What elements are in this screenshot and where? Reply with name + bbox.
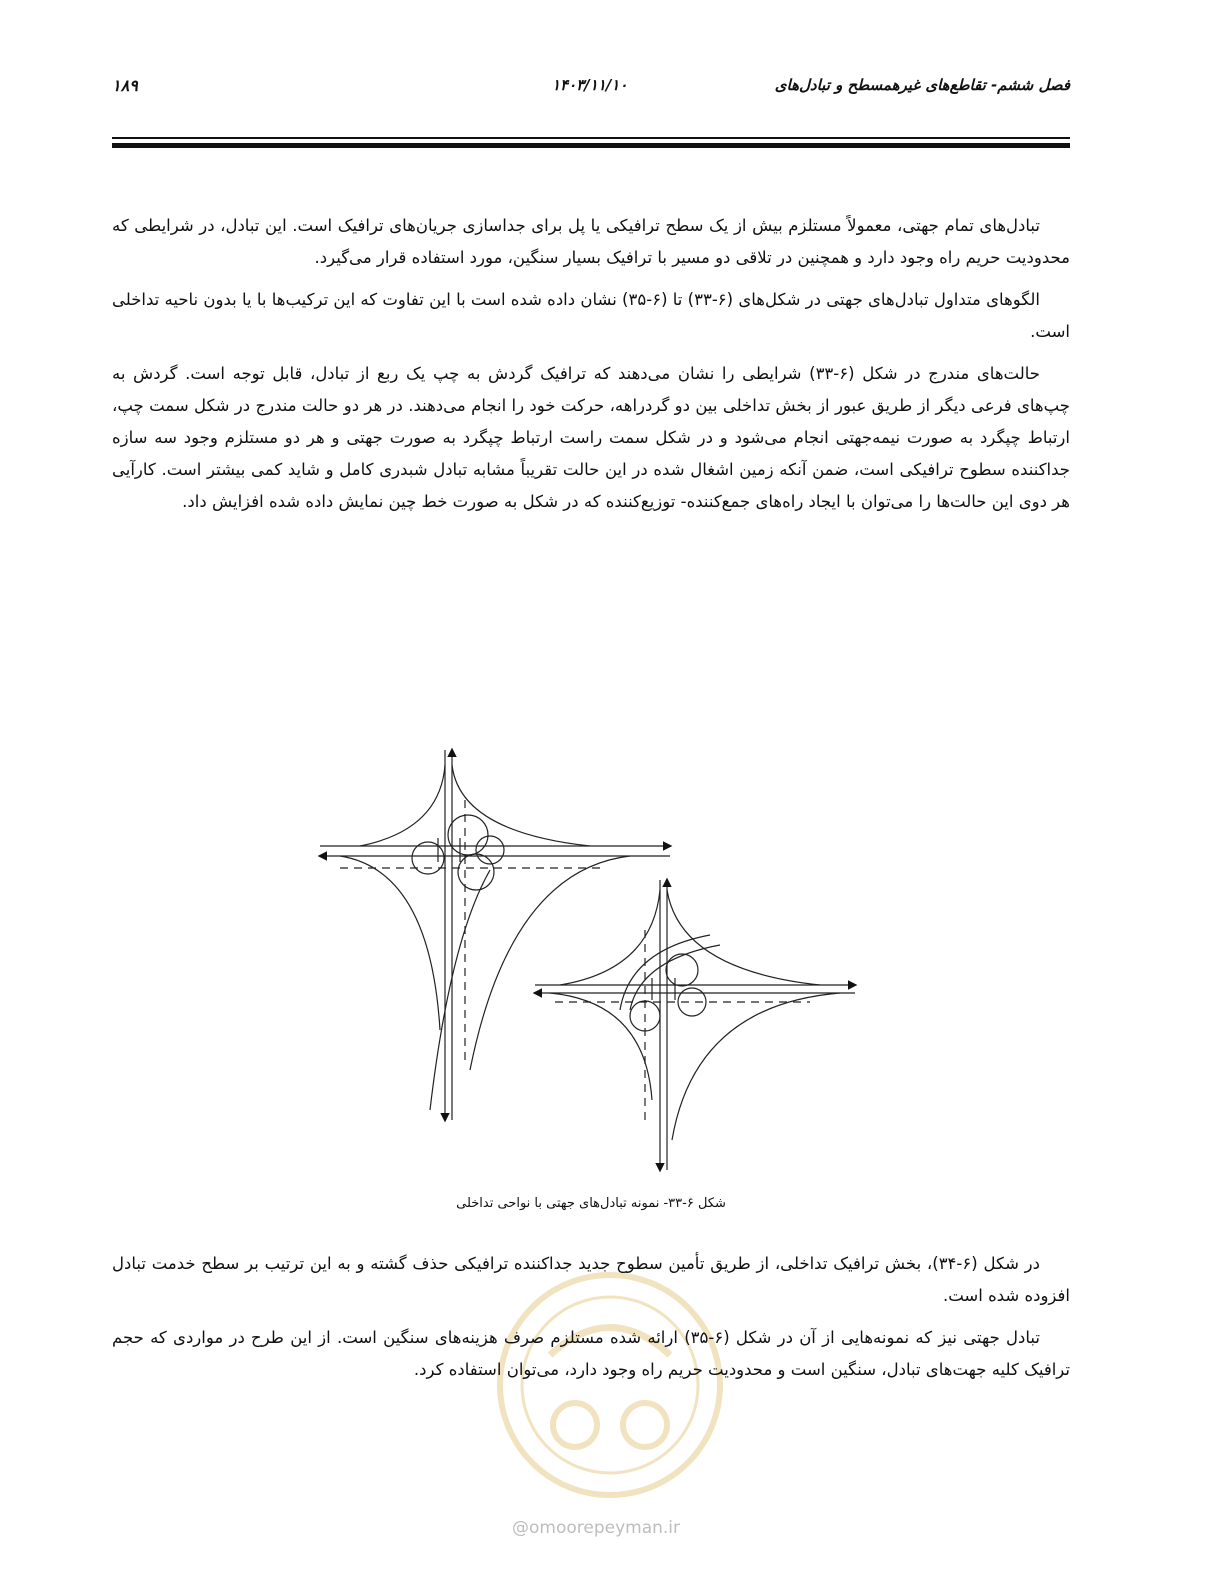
paragraph-4: در شکل (۶-۳۴)، بخش ترافیک تداخلی، از طریق تأمین سطوح جدید جداکننده ترافیکی حذف گشته و به این ترتیب بر سطح خدمت تبادل افزوده شده است. xyxy=(112,1254,1070,1305)
body-text-bottom xyxy=(112,1248,1070,1396)
right-interchange-diagram xyxy=(535,880,855,1170)
header-date: ۱۴۰۳/۱۱/۱۰ xyxy=(552,76,628,94)
page-header xyxy=(112,70,1070,104)
page-number: ۱۸۹ xyxy=(112,76,138,95)
figure-caption: شکل ۶-۳۳- نمونه تبادل‌های جهتی با نواحی تداخلی xyxy=(456,1196,726,1211)
paragraph-2: الگوهای متداول تبادل‌های جهتی در شکل‌های (۶-۳۳) تا (۶-۳۵) نشان داده شده است با این تفاوت که این ترکیب‌ها با یا بدون ناحیه تداخلی است. xyxy=(112,290,1070,341)
paragraph-3: حالت‌های مندرج در شکل (۶-۳۳) شرایطی را نشان می‌دهند که ترافیک گردش به چپ یک ربع از تبادل، قابل توجه است. گردش به چپ‌های فرعی دیگر از طریق عبور از بخش تداخلی بین دو گردراهه، حرکت خود را انجام می‌دهند. در هر دو حالت مندرج در شکل سمت چپ، ارتباط چپگرد به صورت نیمه‌جهتی انجام می‌شود و در شکل سمت راست ارتباط چپگرد به صورت جهتی و هر دو مستلزم وجود سه سازه جداکننده سطوح ترافیکی است، ضمن آنکه زمین اشغال شده در این حالت تقریباً مشابه تبادل شبدری کامل و شاید کمی بیشتر است. کارآیی هر دوی این حالت‌ها را می‌توان با ایجاد راه‌های جمع‌کننده- توزیع‌کننده که در شکل به صورت خط چین نمایش داده شده افزایش داد. xyxy=(112,364,1070,511)
paragraph-1: تبادل‌های تمام جهتی، معمولاً مستلزم بیش از یک سطح ترافیکی یا پل برای جداسازی جریان‌های ترافیک است. این تبادل، در شرایطی که محدودیت حریم راه وجود دارد و همچنین در تلاقی دو مسیر با ترافیک بسیار سنگین، مورد استفاده قرار می‌گیرد. xyxy=(112,216,1070,267)
watermark-url: @omoorepeyman.ir xyxy=(512,1518,681,1538)
left-interchange-diagram xyxy=(320,750,670,1120)
body-text-top xyxy=(112,210,1070,528)
interchange-figure xyxy=(300,740,880,1180)
chapter-title: فصل ششم- تقاطع‌های غیرهمسطح و تبادل‌های xyxy=(774,76,1070,94)
header-rule-thin xyxy=(112,137,1070,139)
paragraph-5: تبادل جهتی نیز که نمونه‌هایی از آن در شکل (۶-۳۵) ارائه شده مستلزم صرف هزینه‌های سنگین است. از این طرح در مواردی که حجم ترافیک کلیه جهت‌های تبادل، سنگین است و محدودیت حریم راه وجود دارد، می‌توان استفاده کرد. xyxy=(112,1328,1070,1379)
header-rule-thick xyxy=(112,143,1070,148)
